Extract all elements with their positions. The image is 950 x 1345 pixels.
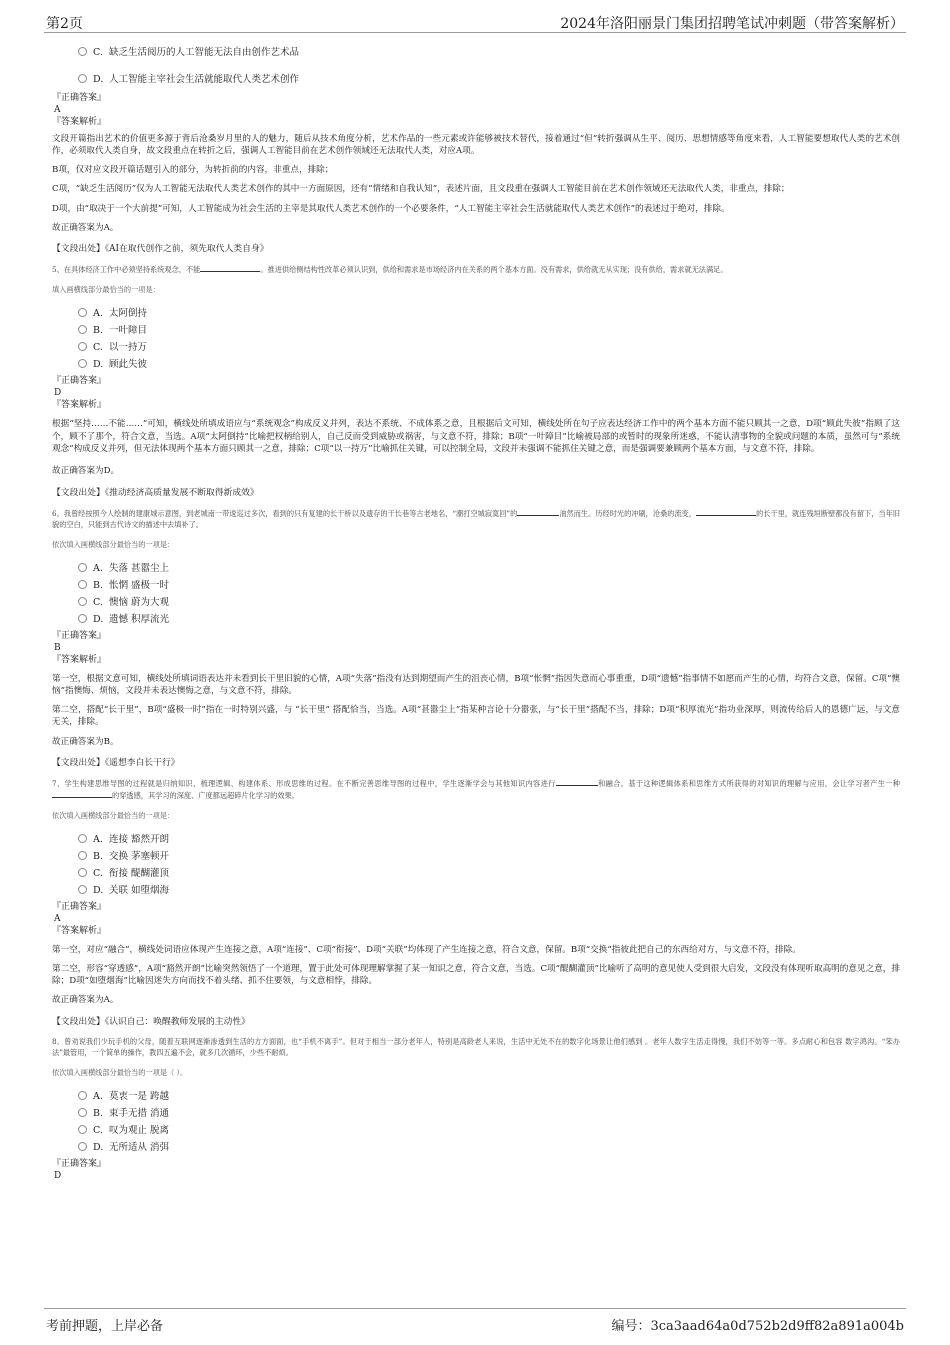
q8-block xyxy=(52,1036,900,1182)
page-header xyxy=(44,10,906,33)
analysis-paragraph: B项，仅对应文段开篇话题引入的部分，为转折前的内容，非重点，排除； xyxy=(52,164,334,175)
answer-label: 『正确答案』 xyxy=(52,376,107,387)
q6-option-d[interactable]: D. 遗憾 积厚流光 xyxy=(78,611,900,628)
document-content xyxy=(52,38,900,1182)
source-citation: 【文段出处】《认识自己：唤醒教师发展的主动性》 xyxy=(52,1016,250,1027)
answer-value: A xyxy=(54,105,61,115)
question-stem: 6、我曾经按照今人绘制的建康城示意图，到老城南一带逡巡过多次，看到的只有复建的长干桥以及遗存的干长巷等古老地名，“潮打空城寂寞回”的 油然而生。历经时光的冲刷，沧桑的流变， 的长干里，就连残垣断壁都没有留下，当年旧貌的空白，只能到古代诗文的描述中去填补了。 xyxy=(52,509,900,530)
analysis-conclusion: 故正确答案为A。 xyxy=(52,223,119,234)
answer-label: 『正确答案』 xyxy=(52,631,107,642)
q8-option-c[interactable]: C. 叹为观止 脱离 xyxy=(78,1122,900,1139)
radio-icon[interactable] xyxy=(78,1091,87,1100)
analysis-paragraph: 第一空，根据文意可知，横线处所填词语表达并未看到长干里旧貌的心情，A项“失落”指没有达到期望而产生的沮丧心情，B项“怅惘”指因失意而心事重重，D项“遗憾”指事情不如愿而产生的心情，均符合文意，保留。C项“懊恼”指懊悔、烦恼，文段并未表达懊悔之意，与文意不符，排除。 xyxy=(52,674,900,697)
q6-option-a[interactable]: A. 失落 甚嚣尘上 xyxy=(78,560,900,577)
q4-block xyxy=(52,38,900,255)
radio-icon[interactable] xyxy=(78,580,87,589)
radio-icon[interactable] xyxy=(78,1125,87,1134)
analysis-label: 『答案解析』 xyxy=(52,117,107,127)
question-stem: 7、学生构建思维导图的过程就是归纳知识、梳理逻辑、构建体系、形成思维的过程。在不断完善思维导图的过程中，学生逐渐学会与其他知识内容进行 和融合。基于这种逻辑体系和思维方式所获得的对知识的理解与应用，会让学习者产生一种的穿透感，其学习的深度、广度都远超碎片化学习的效果。 xyxy=(52,779,900,801)
q8-option-b[interactable]: B. 束手无措 消通 xyxy=(78,1105,900,1122)
radio-icon[interactable] xyxy=(78,563,87,572)
analysis-conclusion: 故正确答案为A。 xyxy=(52,995,119,1006)
answer-label: 『正确答案』 xyxy=(52,902,107,913)
analysis-paragraph: 根据“坚持……不能……”可知，横线处所填成语应与“系统观念”构成反义并列，表达不系统、不成体系之意，且根据后文可知，横线处所在句子应表达经济工作中的两个基本方面不能只顾其一之意，D项“顾此失彼”指顾了这个，顾不了那个，符合文意，当选。A项“太阿倒持”比喻把权柄给别人，自己反而受到威胁或祸害，与文意不符，排除；B项“一叶障目”比喻被局部的或暂时的现象所迷惑，不能认清事物的全貌或问题的本质，虽然可与“系统观念”构成反义并列，但无法体现两个基本方面只顾其一之意，排除；C项“以一持万”比喻抓住关键，可以控制全局，文段并未强调不能抓住关键之意，而是强调要兼顾两个基本方面，与文意不符，排除。 xyxy=(52,419,900,455)
radio-icon[interactable] xyxy=(78,851,87,860)
radio-icon[interactable] xyxy=(78,1108,87,1117)
answer-value: D xyxy=(54,388,62,399)
question-instruction: 填入画横线部分最恰当的一项是： xyxy=(52,285,160,295)
answer-label: 『正确答案』 xyxy=(52,1158,107,1169)
answer-value: A xyxy=(54,914,61,925)
q5-option-d[interactable]: D. 顾此失彼 xyxy=(78,356,900,373)
page-footer xyxy=(44,1308,906,1333)
question-instruction: 依次填入画横线部分最恰当的一项是（ ）。 xyxy=(52,1067,188,1077)
radio-icon[interactable] xyxy=(78,325,87,334)
document-title: 2024年洛阳丽景门集团招聘笔试冲刺题（带答案解析） xyxy=(560,16,904,32)
analysis-paragraph: 文段开篇指出艺术的价值更多源于背后沧桑岁月里的人的魅力，随后从技术角度分析，艺术作品的一些元素或许能够被技术替代，接着通过“但”转折强调从生平、阅历、思想情感等角度来看，人工智能要想取代人类的艺术创作，必须取代人类自身，故文段重点在转折之后，强调人工智能目前在艺术创作领域还无法取代人类，对应A项。 xyxy=(52,134,900,157)
analysis-paragraph: 第一空，对应“融合”，横线处词语应体现产生连接之意，A项“连接”、C项“衔接”、D项“关联”均体现了产生连接之意，符合文意，保留。B项“交换”指彼此把自己的东西给对方，与文意不符，排除。 xyxy=(52,945,801,956)
q5-option-c[interactable]: C. 以一持万 xyxy=(78,339,900,356)
q7-option-d[interactable]: D. 关联 如堕烟海 xyxy=(78,882,900,899)
radio-icon[interactable] xyxy=(78,308,87,317)
analysis-paragraph: 第二空，形容“穿透感”，A项“豁然开朗”比喻突然领悟了一个道理，置于此处可体现理解掌握了某一知识之意，符合文意，当选。C项“醍醐灌顶”比喻听了高明的意见使人受到很大启发，文段没有体现听取高明的意见之意，排除；D项“如堕烟海”比喻因迷失方向而找不着头绪、抓不住要领，与文意相悖，排除。 xyxy=(52,963,900,986)
source-citation: 【文段出处】《遥想李白长干行》 xyxy=(52,758,180,769)
answer-value: D xyxy=(54,1170,62,1181)
source-citation: 【文段出处】《推动经济高质量发展不断取得新成效》 xyxy=(52,488,259,499)
q6-block xyxy=(52,507,900,769)
blank-line[interactable] xyxy=(517,507,559,516)
radio-icon[interactable] xyxy=(78,614,87,623)
document-id: 编号：3ca3aad64a0d752b2d9ff82a891a004b xyxy=(611,1319,904,1334)
question-stem: 8、曾劝说我们少玩手机的父母，随着互联网逐渐渗透到生活的方方面面，也“手机不离手”。但对于相当一部分老年人，特别是高龄老人来说，生活中无处不在的数字化场景让他们感到 。老年人数字生活走得慢，我们不妨等一等。多点耐心和包容 数字鸿沟。“笨办法”最管用，一个简单的操作，教四五遍不会，就多几次循环，少些不耐烦。 xyxy=(52,1036,900,1057)
q6-option-c[interactable]: C. 懊恼 蔚为大观 xyxy=(78,594,900,611)
blank-line[interactable] xyxy=(556,777,598,786)
q7-option-b[interactable]: B. 交换 茅塞顿开 xyxy=(78,848,900,865)
answer-value: B xyxy=(54,643,61,654)
q5-block xyxy=(52,263,900,499)
radio-icon[interactable] xyxy=(78,868,87,877)
blank-line[interactable] xyxy=(52,789,112,798)
radio-icon[interactable] xyxy=(78,834,87,843)
q7-block xyxy=(52,777,900,1028)
radio-icon[interactable] xyxy=(78,885,87,894)
q5-option-b[interactable]: B. 一叶障目 xyxy=(78,322,900,339)
analysis-label: 『答案解析』 xyxy=(52,926,107,937)
q7-option-a[interactable]: A. 连接 豁然开朗 xyxy=(78,831,900,848)
q5-option-a[interactable]: A. 太阿倒持 xyxy=(78,305,900,322)
blank-line[interactable] xyxy=(696,507,756,516)
q8-option-d[interactable]: D. 无所适从 消弭 xyxy=(78,1139,900,1156)
analysis-label: 『答案解析』 xyxy=(52,655,107,666)
blank-line[interactable] xyxy=(200,263,260,272)
radio-icon[interactable] xyxy=(78,74,87,83)
q8-option-a[interactable]: A. 莫衷一是 跨越 xyxy=(78,1088,900,1105)
radio-icon[interactable] xyxy=(78,359,87,368)
page-number: 第2页 xyxy=(46,16,83,32)
question-stem: 5、在具体经济工作中必须坚持系统观念，不能 。推进供给侧结构性改革必须认识到，供给和需求是市场经济内在关系的两个基本方面。没有需求，供给就无从实现；没有供给，需求就无法满足。 xyxy=(52,265,728,275)
analysis-conclusion: 故正确答案为D。 xyxy=(52,465,120,476)
q7-option-c[interactable]: C. 衔接 醍醐灌顶 xyxy=(78,865,900,882)
analysis-label: 『答案解析』 xyxy=(52,400,107,411)
question-instruction: 依次填入画横线部分最恰当的一项是： xyxy=(52,811,175,821)
footer-slogan: 考前押题，上岸必备 xyxy=(46,1319,164,1334)
analysis-paragraph: C项，“缺乏生活阅历”仅为人工智能无法取代人类艺术创作的其中一方面原因，还有“情绪和自我认知”，表述片面，且文段重在强调人工智能目前在艺术创作领域还无法取代人类，非重点，排除； xyxy=(52,184,790,195)
q4-option-c[interactable]: C. 缺乏生活阅历的人工智能无法自由创作艺术品 xyxy=(78,44,900,61)
radio-icon[interactable] xyxy=(78,342,87,351)
radio-icon[interactable] xyxy=(78,597,87,606)
radio-icon[interactable] xyxy=(78,47,87,56)
q6-option-b[interactable]: B. 怅惘 盛极一时 xyxy=(78,577,900,594)
analysis-paragraph: 第二空，搭配“长干里”，B项“盛极一时”指在一时特别兴盛，与 “长干里” 搭配恰当，当选。A项“甚嚣尘上”指某种言论十分嚣张，与“长干里”搭配不当，排除；D项“积厚流光”指功业深厚，则流传给后人的恩德广远，与文意无关，排除。 xyxy=(52,704,900,728)
radio-icon[interactable] xyxy=(78,1142,87,1151)
q4-option-d[interactable]: D. 人工智能主宰社会生活就能取代人类艺术创作 xyxy=(78,71,900,88)
analysis-paragraph: D项，由“取决于一个大前提”可知，人工智能成为社会生活的主宰是其取代人类艺术创作的一个必要条件，“人工智能主宰社会生活就能取代人类艺术创作”的表述过于绝对，排除。 xyxy=(52,203,730,214)
source-citation: 【文段出处】《AI在取代创作之前，须先取代人类自身》 xyxy=(52,244,269,255)
analysis-conclusion: 故正确答案为B。 xyxy=(52,736,119,747)
question-instruction: 依次填入画横线部分最恰当的一项是： xyxy=(52,540,175,550)
answer-label: 『正确答案』 xyxy=(52,93,107,103)
